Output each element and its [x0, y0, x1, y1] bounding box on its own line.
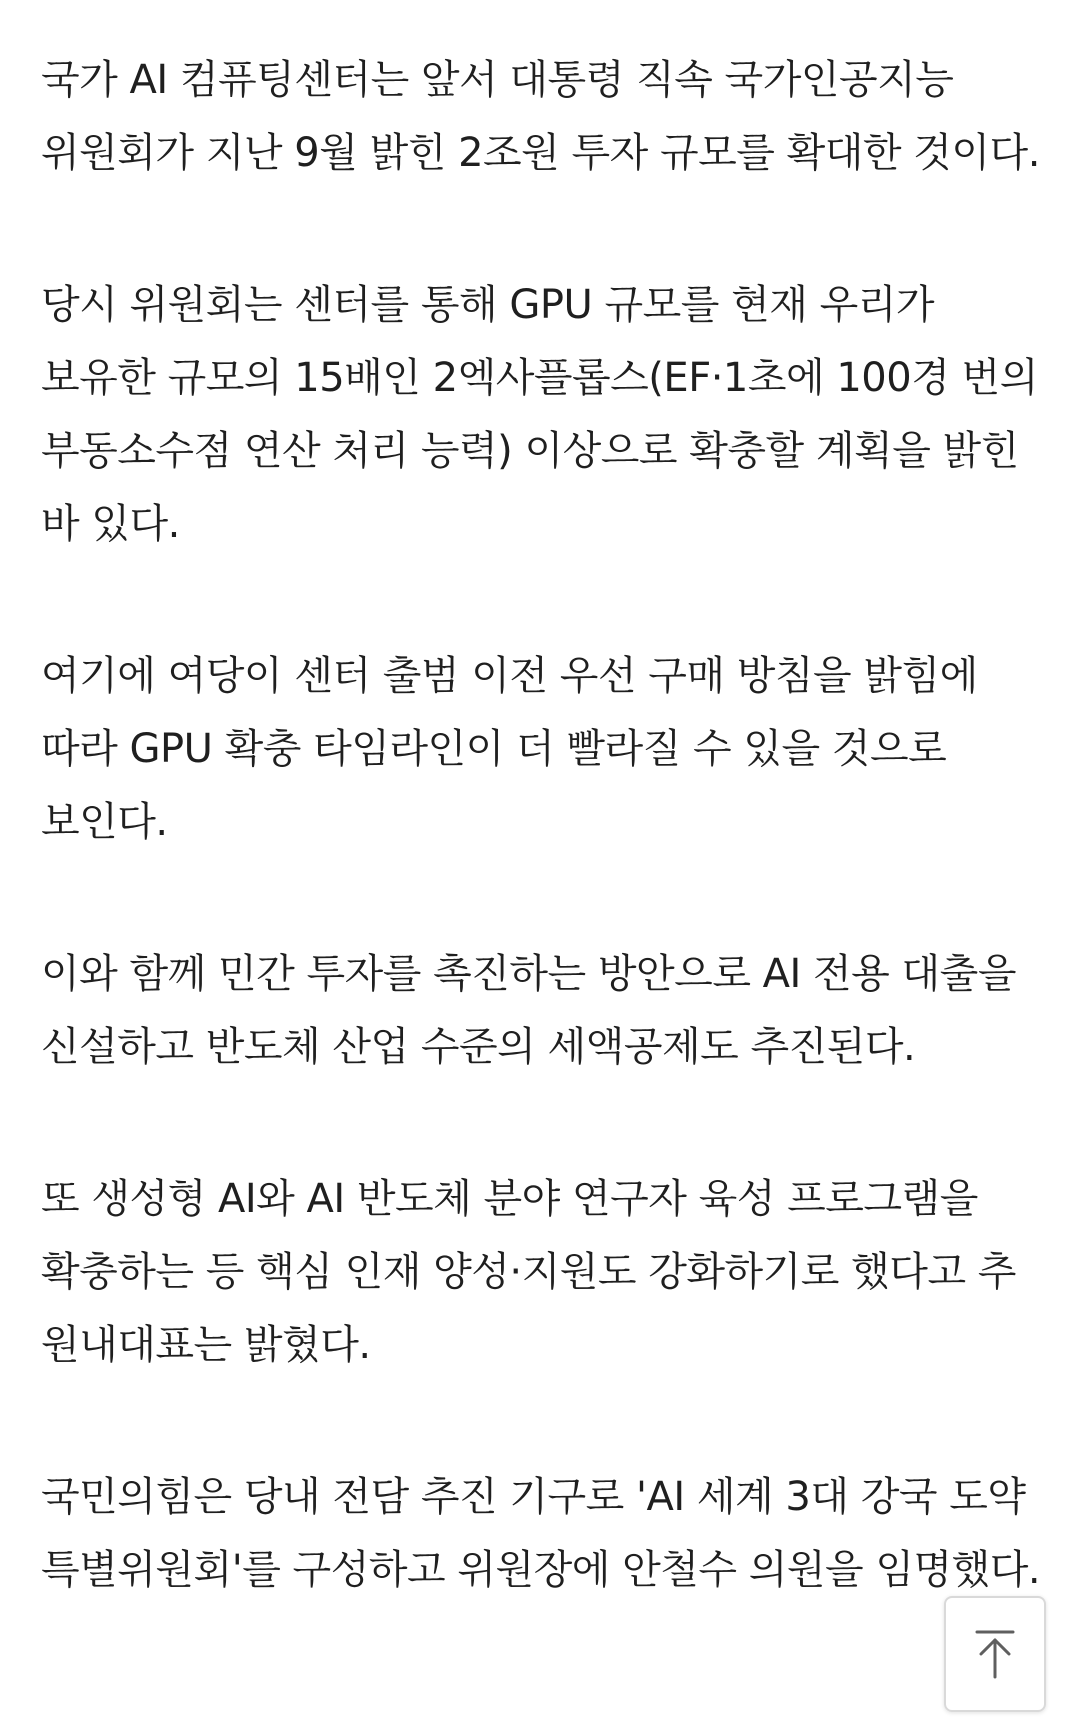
scroll-to-top-button[interactable]	[944, 1596, 1046, 1712]
arrow-up-icon	[973, 1628, 1017, 1680]
article-paragraph: 또 생성형 AI와 AI 반도체 분야 연구자 육성 프로그램을 확충하는 등 핵심 인재 양성·지원도 강화하기로 했다고 추 원내대표는 밝혔다.	[41, 1176, 1016, 1368]
article-body	[41, 44, 1051, 1607]
article-paragraph: 국가 AI 컴퓨팅센터는 앞서 대통령 직속 국가인공지능 위원회가 지난 9월 밝힌 2조원 투자 규모를 확대한 것이다.	[41, 57, 1040, 176]
article-paragraph: 여기에 여당이 센터 출범 이전 우선 구매 방침을 밝힘에 따라 GPU 확충 타임라인이 더 빨라질 수 있을 것으로 보인다.	[41, 653, 978, 845]
article-paragraph: 국민의힘은 당내 전담 추진 기구로 'AI 세계 3대 강국 도약 특별위원회'를 구성하고 위원장에 안철수 의원을 임명했다.	[41, 1474, 1041, 1593]
article-paragraph: 이와 함께 민간 투자를 촉진하는 방안으로 AI 전용 대출을 신설하고 반도체 산업 수준의 세액공제도 추진된다.	[41, 951, 1016, 1070]
article-paragraph: 당시 위원회는 센터를 통해 GPU 규모를 현재 우리가 보유한 규모의 15배인 2엑사플롭스(EF·1초에 100경 번의 부동소수점 연산 처리 능력) 이상으로 확충할 계획을 밝힌 바 있다.	[41, 282, 1038, 547]
